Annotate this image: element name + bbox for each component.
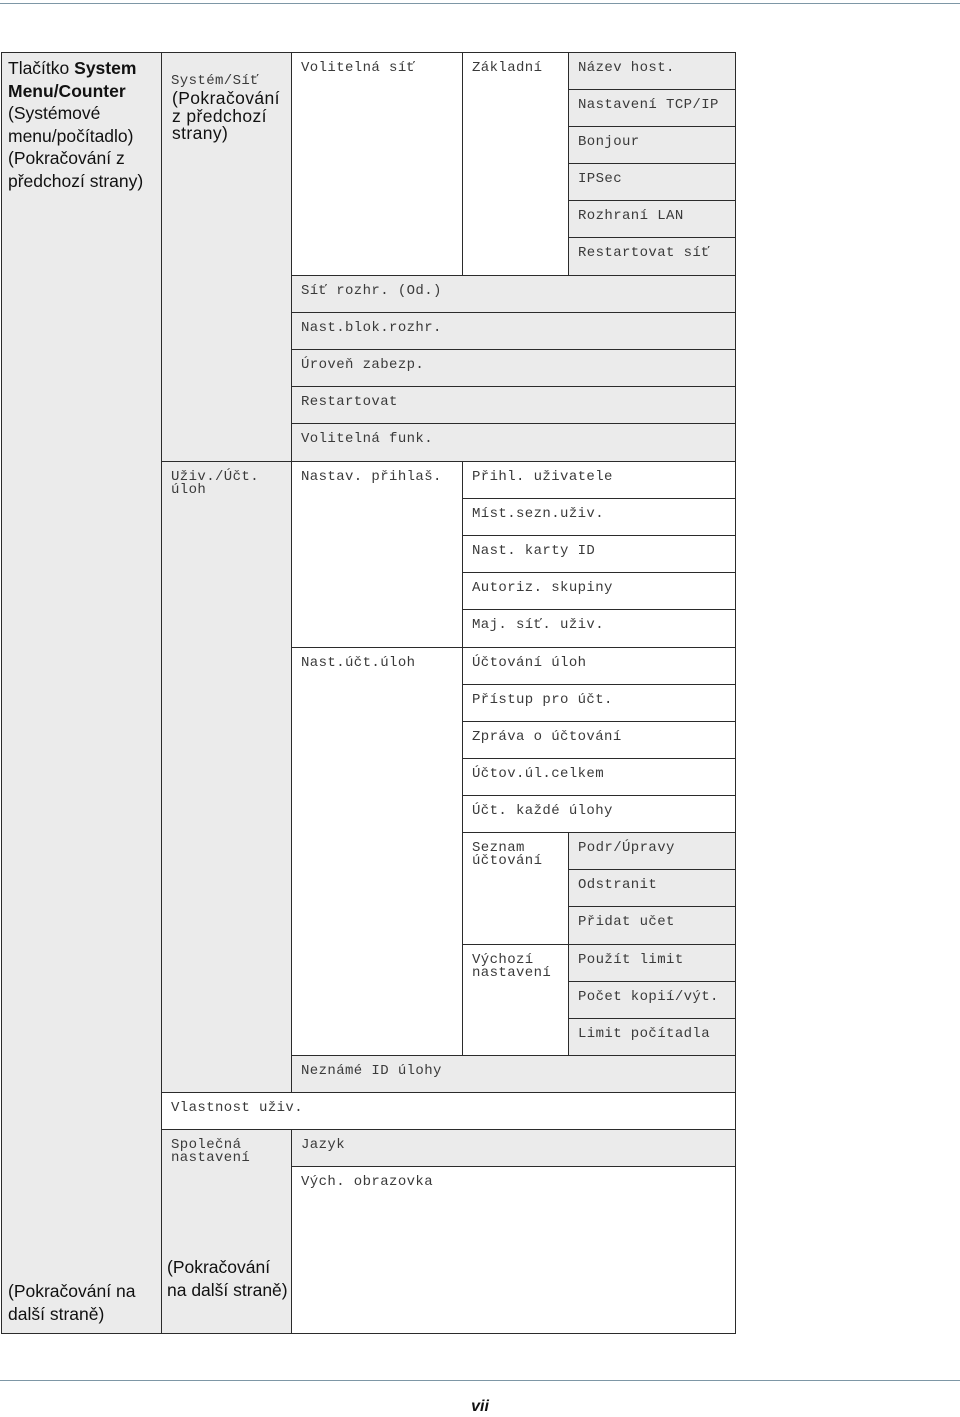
delete-item: Odstranit — [568, 869, 736, 907]
basic-cell: Základní — [462, 52, 569, 276]
common-settings-cell: Společná nastavení — [161, 1129, 292, 1334]
optional-network-cell: Volitelná síť — [291, 52, 463, 276]
total-job-accounting-item: Účtov.úl.celkem — [462, 758, 736, 796]
tcp-ip-item: Nastavení TCP/IP — [568, 89, 736, 127]
job-accounting-cell: Nast.účt.úloh — [291, 647, 463, 1056]
group-authorization-item: Autoriz. skupiny — [462, 572, 736, 610]
login-settings-cell: Nastav. přihlaš. — [291, 461, 463, 648]
each-job-accounting-item: Účt. každé úlohy — [462, 795, 736, 833]
language-item: Jazyk — [291, 1129, 736, 1167]
lan-interface-item: Rozhraní LAN — [568, 200, 736, 238]
user-job-cell: Uživ./Účt. úloh — [161, 461, 292, 1093]
system-network-cell — [161, 52, 292, 462]
add-account-item: Přidat učet — [568, 906, 736, 945]
restart-item: Restartovat — [291, 386, 736, 424]
counter-limit-item: Limit počítadla — [568, 1018, 736, 1056]
account-list-cell: Seznam účtování — [462, 832, 569, 945]
interface-block-item: Nast.blok.rozhr. — [291, 312, 736, 350]
default-screen-item: Vých. obrazovka — [291, 1166, 736, 1334]
id-card-settings-item: Nast. karty ID — [462, 535, 736, 573]
copy-print-count-item: Počet kopií/výt. — [568, 981, 736, 1019]
unknown-job-id-item: Neznámé ID úlohy — [291, 1055, 736, 1093]
system-network-label: Systém/Síť — [171, 73, 260, 89]
default-settings-cell: Výchozí nastavení — [462, 944, 569, 1056]
user-login-item: Přihl. uživatele — [462, 461, 736, 499]
footer-rule — [0, 1380, 960, 1381]
page-number: vii — [471, 1398, 489, 1415]
header-rule — [0, 3, 960, 4]
root-suffix: (Systémové menu/počítadlo) (Pokračování z předchozí strany) — [8, 103, 144, 191]
root-menu-cell — [1, 52, 162, 1334]
network-user-property-item: Maj. síť. uživ. — [462, 609, 736, 648]
host-name-item: Název host. — [568, 52, 736, 90]
accounting-access-item: Přístup pro účt. — [462, 684, 736, 722]
detail-edit-item: Podr/Úpravy — [568, 832, 736, 870]
accounting-report-item: Zpráva o účtování — [462, 721, 736, 759]
optional-function-item: Volitelná funk. — [291, 423, 736, 462]
restart-network-item: Restartovat síť — [568, 237, 736, 276]
bonjour-item: Bonjour — [568, 126, 736, 164]
user-property-cell: Vlastnost uživ. — [161, 1092, 736, 1130]
system-network-note: (Pokračování z předchozí strany) — [172, 88, 280, 143]
common-settings-continued-note: (Pokračování na další straně) — [167, 1257, 288, 1300]
root-prefix: Tlačítko — [8, 58, 75, 78]
security-level-item: Úroveň zabezp. — [291, 349, 736, 387]
local-user-list-item: Míst.sezn.uživ. — [462, 498, 736, 536]
ipsec-item: IPSec — [568, 163, 736, 201]
root-continued-note: (Pokračování na další straně) — [8, 1281, 136, 1324]
network-interface-item: Síť rozhr. (Od.) — [291, 275, 736, 313]
root-bold: System Menu/Counter — [8, 58, 137, 101]
apply-limit-item: Použít limit — [568, 944, 736, 982]
job-accounting-item: Účtování úloh — [462, 647, 736, 685]
